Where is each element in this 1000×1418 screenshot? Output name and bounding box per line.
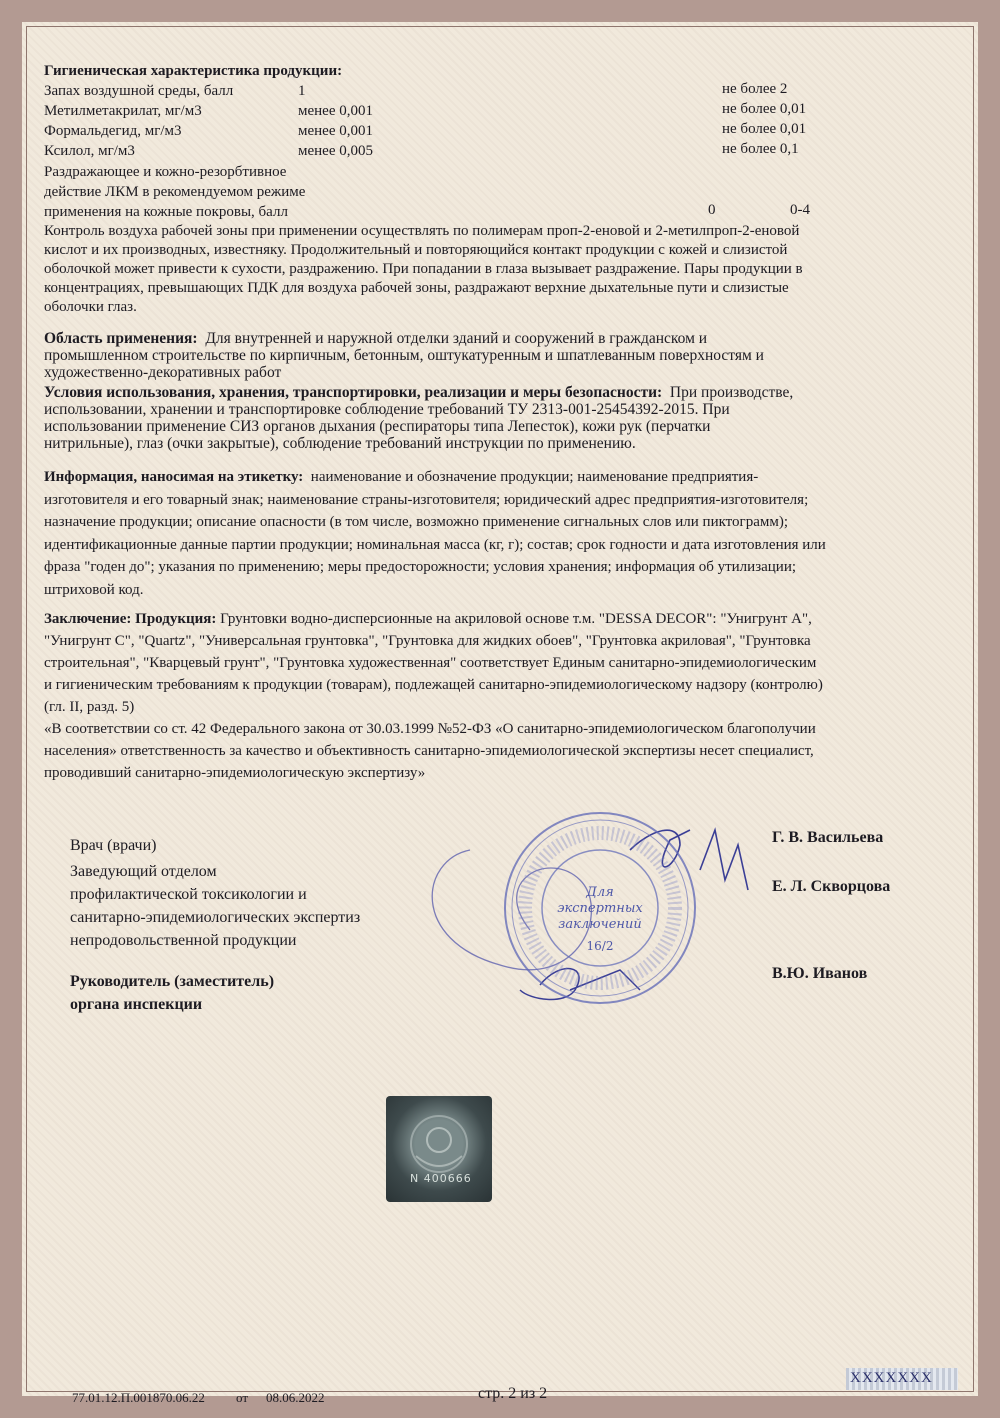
conclusion-line: строительная", "Кварцевый грунт", "Грунтовка художественная" соответствует Единым санитарно-эпидемиологическим: [44, 655, 817, 671]
air-control-line: оболочкой может привести к сухости, раздражению. При попадании в глаза вызывает раздражение. Пары продукции в: [44, 261, 803, 277]
head-title-line: Заведующий отделом: [70, 863, 217, 880]
hygiene-row-value: менее 0,001: [298, 123, 373, 139]
conclusion-line: (гл. II, разд. 5): [44, 699, 135, 715]
director-title-line: Руководитель (заместитель): [70, 973, 275, 990]
director-title-line: органа инспекции: [70, 996, 203, 1013]
hologram-number: N 400666: [410, 1172, 472, 1185]
irritant-line: применения на кожные покровы, балл: [44, 204, 288, 220]
label-info-line: изготовителя и его товарный знак; наименование страны-изготовителя; юридический адрес предприятия-изготовителя;: [44, 491, 809, 508]
footer-doc-number: 77.01.12.П.001870.06.22: [72, 1390, 205, 1405]
hygiene-row-name: Формальдегид, мг/м3: [44, 123, 182, 139]
stamp-number: 16/2: [586, 939, 614, 953]
hygiene-row-value: 1: [298, 83, 306, 99]
air-control-line: кислот и их производных, известняку. Продолжительный и повторяющийся контакт продукции с кожей и слизистой: [44, 242, 788, 258]
emblem-icon: [386, 1096, 492, 1202]
air-control-line: оболочки глаз.: [44, 299, 137, 315]
doctor-label: Врач (врачи): [70, 837, 157, 854]
label-info-line: наименование и обозначение продукции; наименование предприятия-: [310, 469, 759, 485]
conclusion-label: Заключение: Продукция:: [44, 611, 217, 627]
official-stamp: [500, 808, 700, 1008]
stamp-text-line: Для: [586, 885, 614, 900]
page-number: стр. 2 из 2: [478, 1385, 548, 1402]
conditions-paragraph: [44, 384, 793, 452]
conditions-line: При производстве,: [669, 384, 794, 401]
hygiene-title: Гигиеническая характеристика продукции:: [44, 63, 343, 79]
head-title-line: непродовольственной продукции: [70, 932, 297, 949]
label-info-line: штриховой код.: [44, 581, 144, 598]
stamp-text-line: экспертных: [557, 901, 643, 916]
footer-date: 08.06.2022: [266, 1390, 325, 1405]
irritant-line: действие ЛКМ в рекомендуемом режиме: [44, 184, 306, 200]
conclusion-paragraph: [44, 608, 823, 784]
label-info-line: фраза "годен до"; указания по применению; меры предосторожности; условия хранения; информация об утилизации;: [44, 559, 797, 575]
conditions-label: Условия использования, хранения, транспортировки, реализации и меры безопасности:: [44, 384, 663, 401]
conditions-line: нитрильные), глаз (очки закрытые), соблюдение требований инструкции по применению.: [44, 435, 636, 452]
hygiene-row-name: Метилметакрилат, мг/м3: [44, 103, 202, 119]
irritant-line: Раздражающее и кожно-резорбтивное: [44, 164, 287, 180]
hygiene-row-norm: не более 2: [722, 81, 788, 97]
conclusion-line: проводивший санитарно-эпидемиологическую экспертизу»: [44, 765, 426, 781]
label-info-line: идентификационные данные партии продукции; номинальная масса (кг, г); состав; срок годности и дата изготовления или: [44, 536, 826, 553]
application-line: Для внутренней и наружной отделки зданий и сооружений в гражданском и: [205, 330, 708, 347]
conclusion-line: «В соответствии со ст. 42 Федерального закона от 30.03.1999 №52-ФЗ «О санитарно-эпидемиологическом благополучии: [44, 721, 816, 737]
conditions-line: использовании, хранении и транспортировке соблюдение требований ТУ 2313-001-25454392-2015. При: [44, 401, 730, 418]
hologram-sticker: [386, 1096, 492, 1202]
stamp-text-line: заключений: [558, 917, 642, 932]
conclusion-line: "Унигрунт С", "Quartz", "Универсальная грунтовка", "Грунтовка для жидких обоев", "Грунтовка акриловая", "Грунтовка: [44, 633, 811, 649]
air-control-line: концентрациях, превышающих ПДК для воздуха рабочей зоны, раздражают верхние дыхательные пути и слизистые: [44, 280, 789, 296]
air-control-line: Контроль воздуха рабочей зоны при применении осуществлять по полимерам проп-2-еновой и 2-метилпроп-2-еновой: [44, 223, 800, 239]
footer-date-prefix: от: [236, 1390, 249, 1405]
application-label: Область применения:: [44, 330, 198, 347]
doctor-name: Г. В. Васильева: [772, 829, 884, 846]
application-paragraph: [44, 330, 764, 381]
conclusion-line: Грунтовки водно-дисперсионные на акриловой основе т.м. "DESSA DECOR": "Унигрунт А",: [220, 611, 812, 627]
conclusion-line: и гигиеническим требованиям к продукции (товарам), подлежащей санитарно-эпидемиологическому надзору (контролю): [44, 677, 823, 693]
hygiene-row-name: Ксилол, мг/м3: [44, 143, 135, 159]
label-info-label: Информация, наносимая на этикетку:: [44, 469, 304, 485]
director-name: В.Ю. Иванов: [772, 965, 868, 982]
hygiene-row-value: менее 0,005: [298, 143, 373, 159]
hygiene-row-norm: не более 0,01: [722, 121, 807, 137]
head-title-line: санитарно-эпидемиологических экспертиз: [70, 909, 361, 926]
application-line: художественно-декоративных работ: [44, 364, 282, 381]
masked-code: XXXXXXX: [850, 1370, 933, 1386]
label-info-paragraph: [44, 466, 826, 601]
hygiene-row-norm: не более 0,01: [722, 101, 807, 117]
application-line: промышленном строительстве по кирпичным, бетонным, оштукатуренным и шпатлеванным поверхностям и: [44, 347, 764, 364]
conclusion-line: населения» ответственность за качество и объективность санитарно-эпидемиологической экспертизы несет специалист,: [44, 743, 814, 759]
label-info-line: назначение продукции; описание опасности (в том числе, возможно применение сигнальных слов или пиктограмм);: [44, 514, 789, 530]
hygiene-row-norm: не более 0,1: [722, 141, 799, 157]
irritant-norm: 0-4: [790, 202, 810, 218]
air-control-paragraph: [44, 222, 803, 317]
head-name: Е. Л. Скворцова: [772, 878, 891, 895]
hygiene-row-name: Запах воздушной среды, балл: [44, 83, 234, 99]
hygiene-row-value: менее 0,001: [298, 103, 373, 119]
conditions-line: использовании применение СИЗ органов дыхания (респираторы типа Лепесток), кожи рук (перчатки: [44, 418, 711, 435]
head-title-line: профилактической токсикологии и: [70, 886, 307, 903]
irritant-value: 0: [708, 202, 716, 218]
